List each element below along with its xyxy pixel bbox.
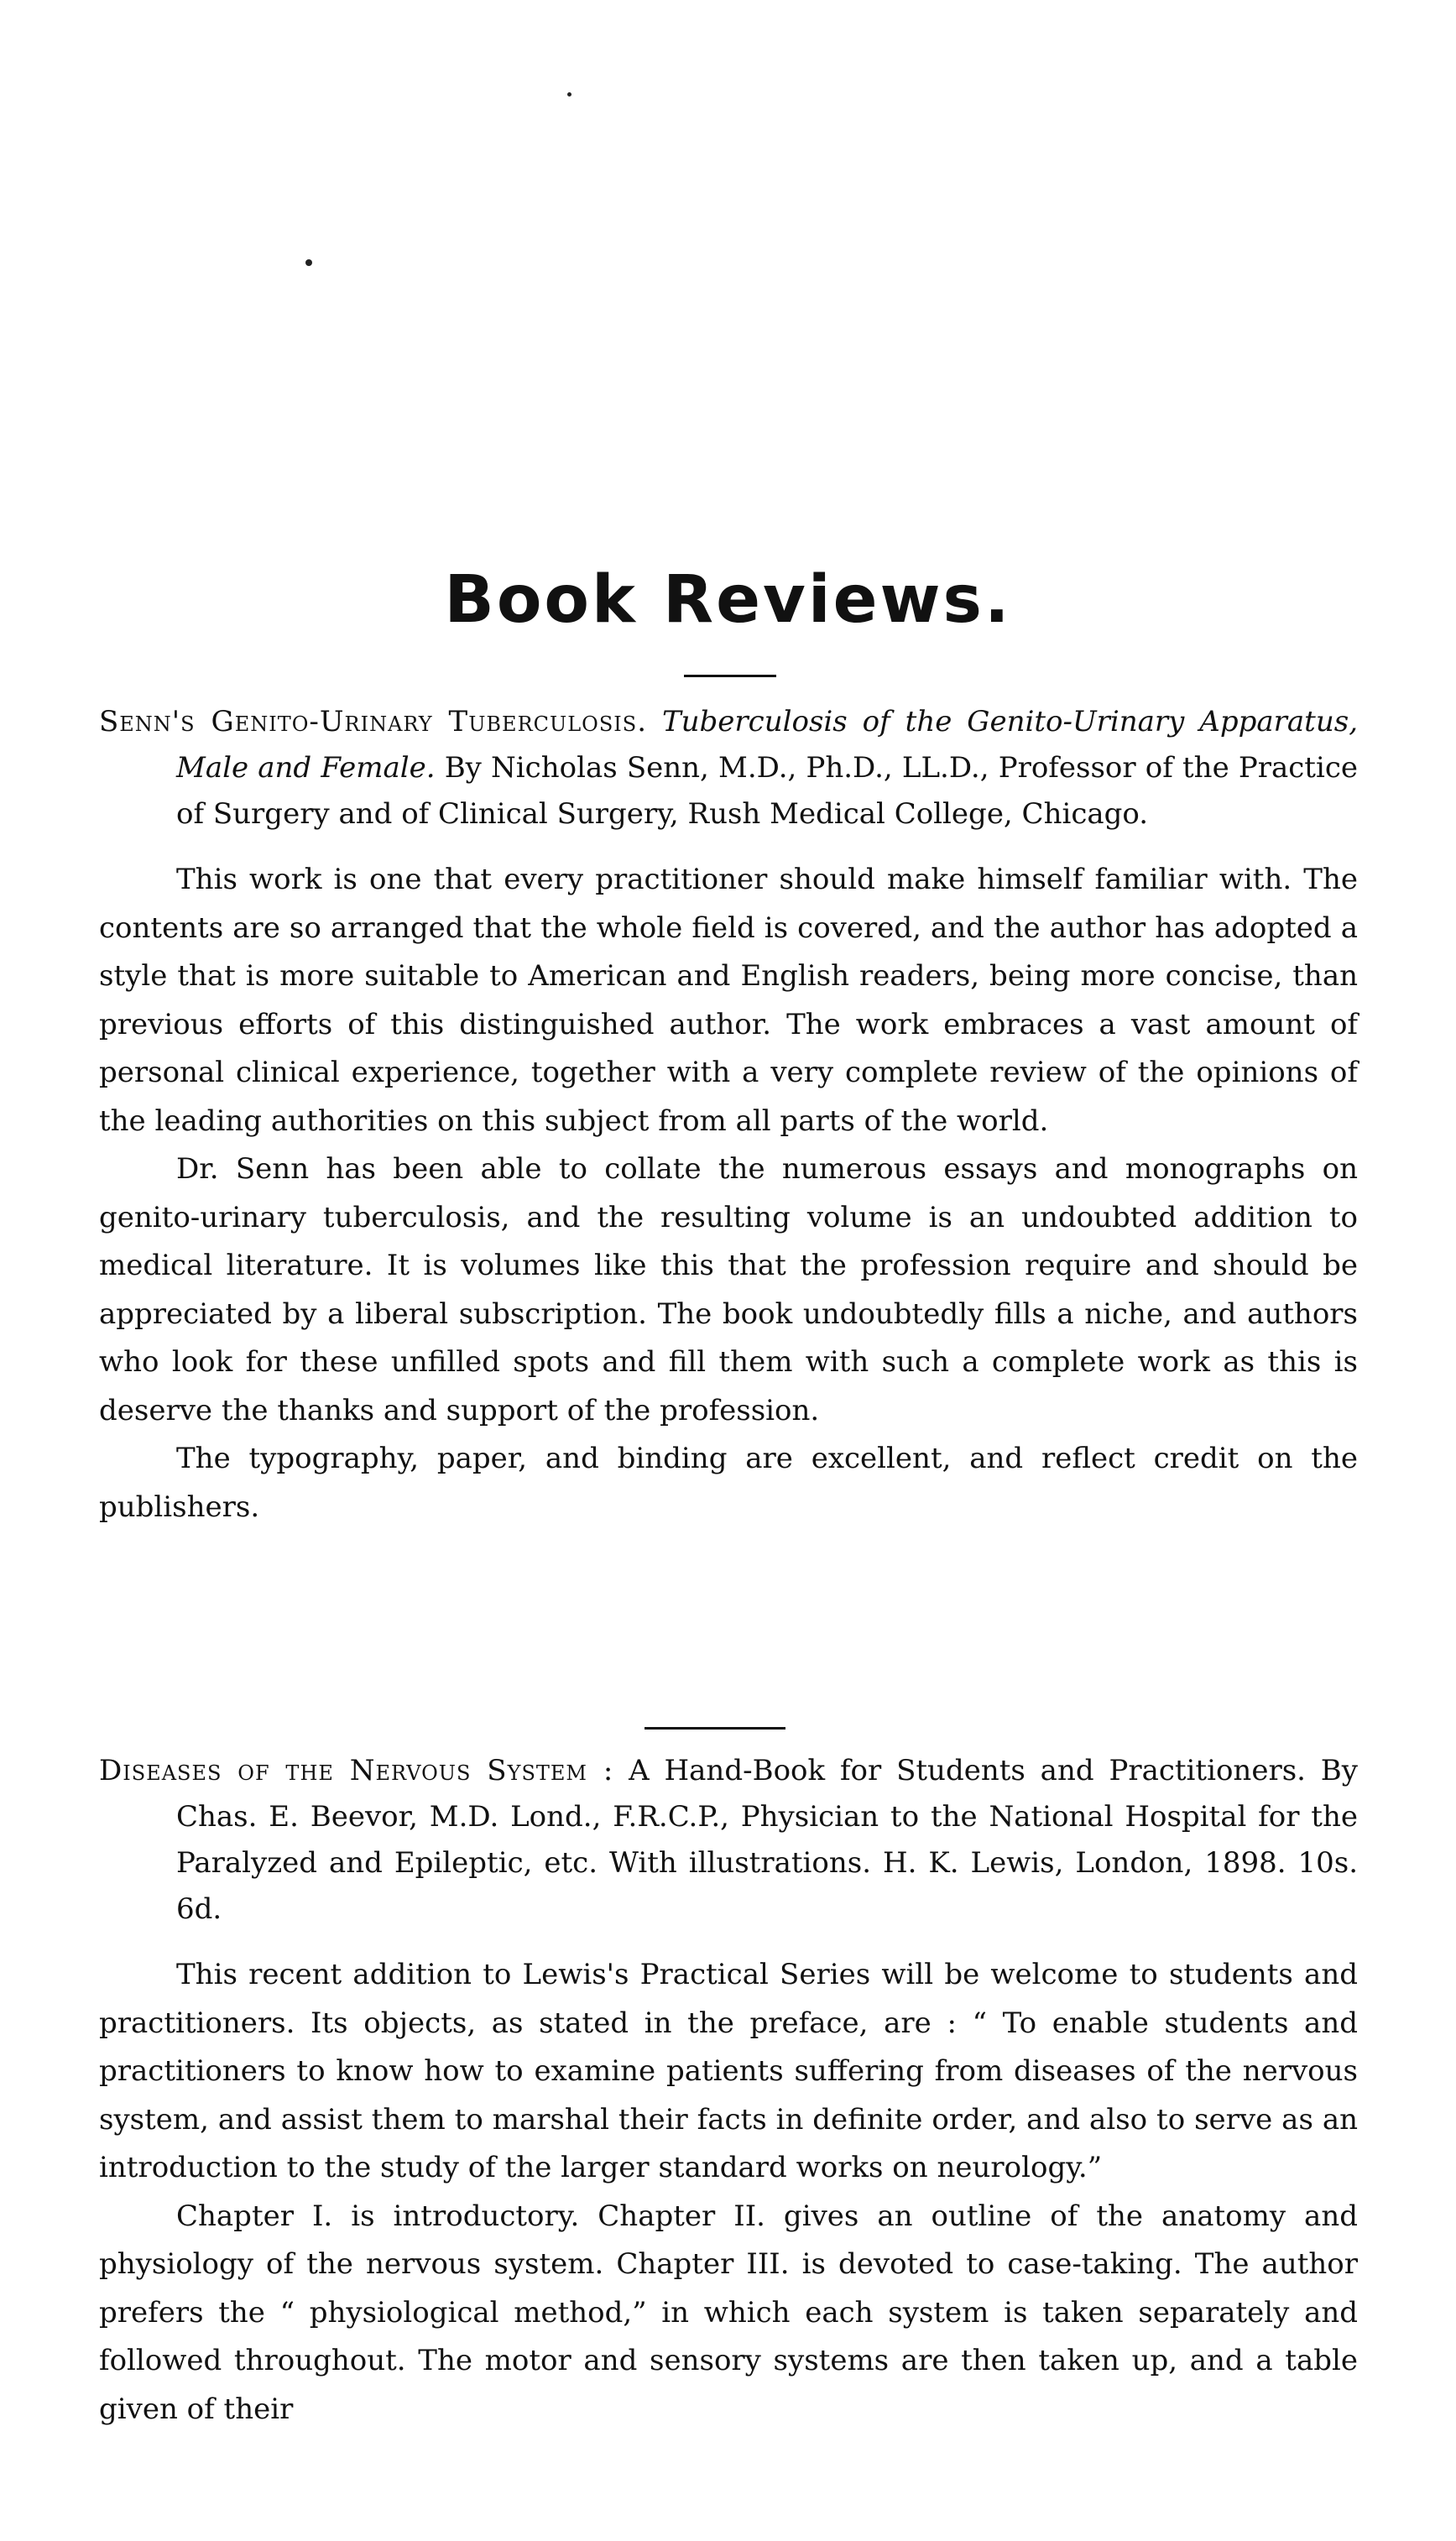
scan-speck [567, 92, 571, 97]
review-heading-title: Senn's Genito-Urinary Tuberculosis. [99, 705, 648, 738]
review-senn [99, 699, 1358, 1531]
review-heading-details: By Nicholas Senn, M.D., Ph.D., LL.D., Professor of the Practice of Surgery and of Clinical Surgery, Rush Medical College, Chicago. [176, 751, 1358, 831]
scan-speck [305, 259, 312, 266]
review-paragraph: This work is one that every practitioner should make himself familiar with. The contents are so arranged that the whole field is covered, and the author has adopted a style that is more suitable to American and English readers, being more concise, than previous efforts of this distinguished author. The work embraces a vast amount of personal clinical experience, together with a very complete review of the opinions of the leading authorities on this subject from all parts of the world. [99, 863, 1358, 1138]
review-beevor [99, 1748, 1358, 2434]
review-heading [99, 1748, 1358, 1933]
review-divider [645, 1727, 785, 1730]
review-paragraph: The typography, paper, and binding are excellent, and reflect credit on the publishers. [99, 1442, 1358, 1524]
review-paragraph: This recent addition to Lewis's Practical Series will be welcome to students and practitioners. Its objects, as stated in the preface, are : “ To enable students and practitioners to know how to examine patients suffering from diseases of the nervous system, and assist them to marshal their facts in definite order, and also to serve as an introduction to the study of the larger standard works on neurology.” [99, 1958, 1358, 2184]
review-heading-details: A Hand-Book for Students and Practitioners. By Chas. E. Beevor, M.D. Lond., F.R.C.P., Physician to the National Hospital for the Paralyzed and Epileptic, etc. With illustrations. H. K. Lewis, London, 1898. 10s. 6d. [176, 1754, 1358, 1926]
page-title: Book Reviews. [444, 562, 1012, 638]
title-divider [684, 675, 776, 677]
review-paragraph: Chapter I. is introductory. Chapter II. gives an outline of the anatomy and physiology of the nervous system. Chapter III. is devoted to case-taking. The author prefers the “ physiological method,” in which each system is taken separately and followed throughout. The motor and sensory systems are then taken up, and a table given of their [99, 2199, 1358, 2426]
review-heading-title: Diseases of the Nervous System : [99, 1754, 614, 1787]
review-heading-subtitle: Tuberculosis of the Genito-Urinary Apparatus, Male and Female. [176, 705, 1358, 785]
review-paragraph: Dr. Senn has been able to collate the numerous essays and monographs on genito-urinary tuberculosis, and the resulting volume is an undoubted addition to medical literature. It is volumes like this that the profession require and should be appreciated by a liberal subscription. The book undoubtedly fills a niche, and authors who look for these unfilled spots and fill them with such a complete work as this is deserve the thanks and support of the profession. [99, 1152, 1358, 1427]
review-heading [99, 699, 1358, 837]
